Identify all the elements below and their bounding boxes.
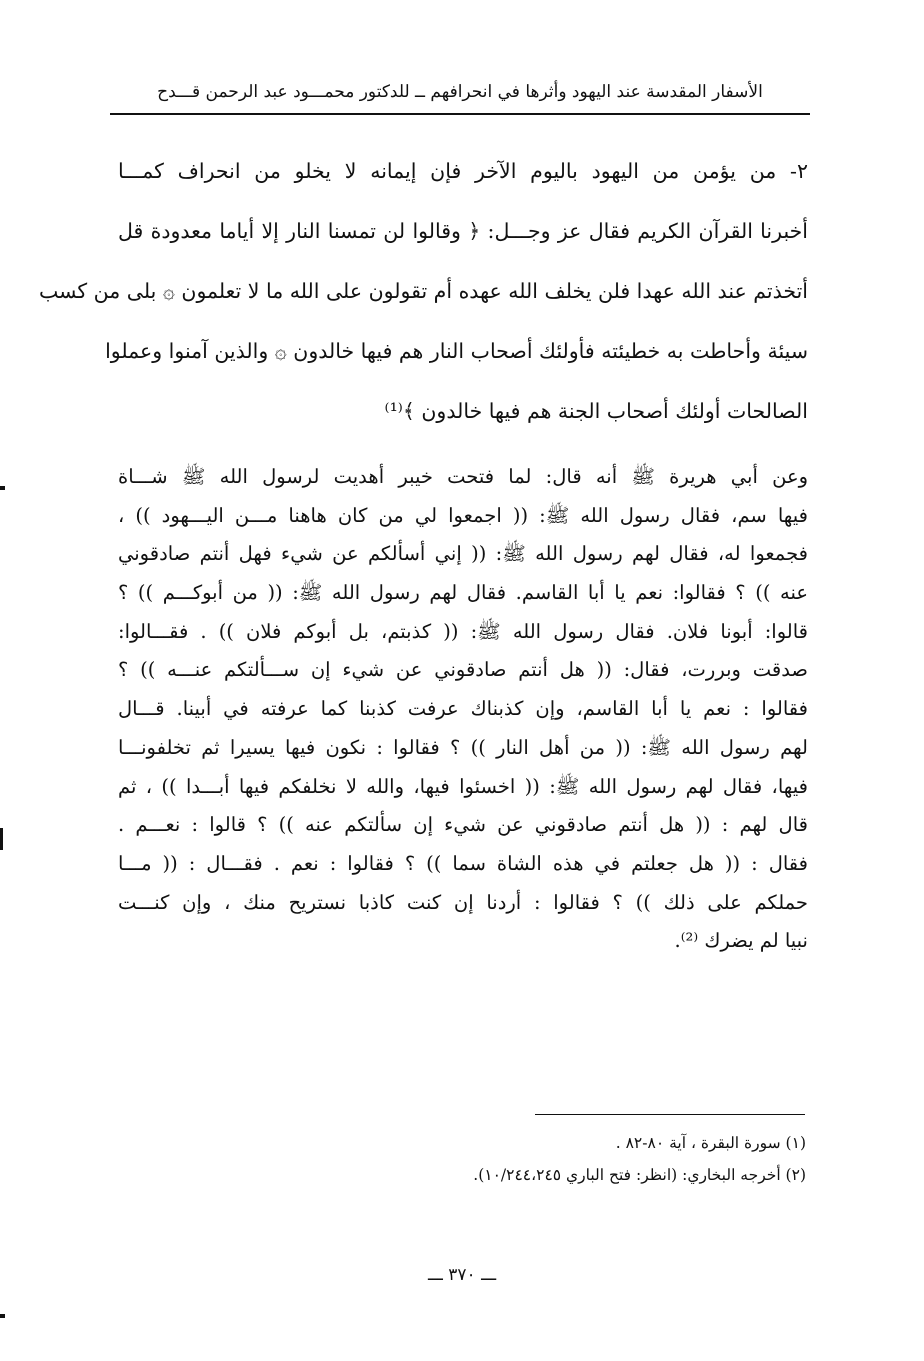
text-line: قالوا: أبونا فلان. فقال رسول الله ﷺ: (( كذبتم، بل أبوكم فلان )) . فقـــالوا: [118, 619, 808, 643]
footnote: (١) سورة البقرة ، آية ٨٠-٨٢ . [615, 1134, 806, 1152]
page-number: ـــ ٣٧٠ ـــ [427, 1265, 497, 1285]
text-line: عنه )) ؟ فقالوا: نعم يا أبا القاسم. فقال لهم رسول الله ﷺ: (( من أبوكـــم )) ؟ [118, 581, 808, 605]
text-line: أخبرنا القرآن الكريم فقال عز وجـــل: ﴿ وقالوا لن تمسنا النار إلا أياما معدودة قل [118, 219, 808, 243]
footnote-rule [535, 1114, 805, 1115]
paragraph-2 [118, 458, 808, 961]
text-line: فيها سم، فقال رسول الله ﷺ: (( اجمعوا لي من كان هاهنا مـــن اليـــهود )) ، [118, 503, 808, 527]
footnotes [300, 1128, 806, 1192]
running-header: الأسفار المقدسة عند اليهود وأثرها في انحرافهم ــ للدكتور محمـــود عبد الرحمن قـــدح [157, 82, 763, 102]
text-line: وعن أبي هريرة ﷺ أنه قال: لما فتحت خيبر أهديت لرسول الله ﷺ شـــاة [118, 465, 808, 488]
scan-artifact [0, 828, 3, 850]
text-line: سيئة وأحاطت به خطيئته فأولئك أصحاب النار هم فيها خالدون ۞ والذين آمنوا وعملوا [105, 339, 808, 363]
text-line: أتخذتم عند الله عهدا فلن يخلف الله عهده أم تقولون على الله ما لا تعلمون ۞ بلى من كسب [38, 279, 808, 303]
footnote: (٢) أخرجه البخاري: (انظر: فتح الباري ١٠/٢٤٤،٢٤٥). [473, 1166, 806, 1184]
text-line: ٢- من يؤمن من اليهود باليوم الآخر فإن إيمانه لا يخلو من انحراف كمـــا [118, 159, 808, 183]
text-line: قال لهم : (( هل أنتم صادقوني عن شيء إن سألتكم عنه )) ؟ قالوا : نعـــم . [118, 813, 808, 837]
scan-artifact [0, 486, 5, 490]
text-line: الصالحات أولئك أصحاب الجنة هم فيها خالدون ﴾⁽¹⁾ [384, 399, 808, 423]
text-line: نبيا لم يضرك ⁽²⁾. [674, 929, 808, 953]
text-line: لهم رسول الله ﷺ: (( من أهل النار )) ؟ فقالوا : نكون فيها يسيرا ثم تخلفونـــا [118, 735, 808, 759]
scan-artifact [0, 1314, 5, 1318]
text-line: فقال : (( هل جعلتم في هذه الشاة سما )) ؟ فقالوا : نعم . فقـــال : (( مـــا [118, 851, 808, 875]
header-rule [110, 113, 810, 115]
text-line: فجمعوا له، فقال لهم رسول الله ﷺ: (( إني أسألكم عن شيء فهل أنتم صادقوني [118, 542, 808, 566]
text-line: صدقت وبررت، فقال: (( هل أنتم صادقوني عن شيء إن ســـألتكم عنـــه )) ؟ [118, 658, 808, 682]
text-line: فيها، فقال لهم رسول الله ﷺ: (( اخسئوا فيها، والله لا نخلفكم فيها أبـــدا )) ، ثم [118, 774, 808, 798]
text-line: حملكم على ذلك )) ؟ فقالوا : أردنا إن كنت كاذبا نستريح منك ، وإن كنـــت [118, 890, 808, 914]
paragraph-1 [38, 148, 808, 448]
text-line: فقالوا : نعم يا أبا القاسم، وإن كذبناك عرفت كذبنا كما عرفته في أبينا. قـــال [118, 697, 808, 721]
